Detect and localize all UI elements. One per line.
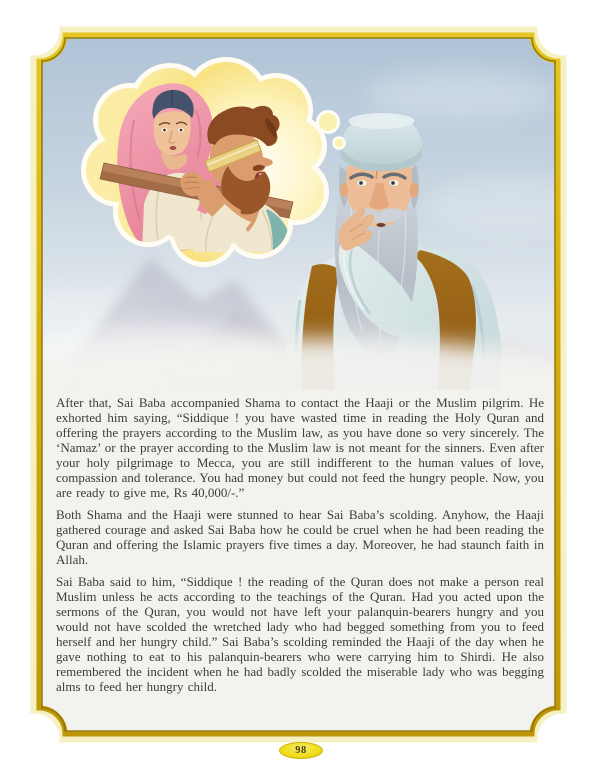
story-paragraph: Sai Baba said to him, “Siddique ! the reading of the Quran does not make a person real Muslim unless he acts according to the teachings of the Quran. Had you acted upon the sermons of the Quran, you would not have left your palanquin-bearers hungry and you would not have scolded the wretched lady who had begged something from you to feed herself and her hungry child.” Sai Baba’s scolding reminded the Haaji of the day when he gave nothing to eat to his palanquin-bearers who were carrying him to Shirdi. He also remembered the incident when he had badly scolded the miserable lady who was begging alms to feed her hungry child. xyxy=(56,574,544,694)
page-number: 98 xyxy=(295,745,307,756)
story-paragraph: After that, Sai Baba accompanied Shama to contact the Haaji or the Muslim pilgrim. He exhorted him saying, “Siddique ! you have wasted time in reading the Holy Quran and offering the prayers according to the Muslim law, as you have done so very sincerely. The ‘Namaz’ or the prayer according to the Muslim law is not meant for the sinners. Even after your holy pilgrimage to Mecca, you are still indifferent to the human values of love, compassion and tolerance. You had money but could not feed the hungry people. Now, you are ready to give me, Rs 40,000/-.” xyxy=(56,395,544,500)
page-number-badge xyxy=(279,742,323,759)
story-paragraph: Both Shama and the Haaji were stunned to hear Sai Baba’s scolding. Anyhow, the Haaji gathered courage and asked Sai Baba how he could be cruel when he had been reading the Quran and offering the Islamic prayers five times a day. Moreover, he had staunch faith in Allah. xyxy=(56,507,544,567)
story-text xyxy=(56,395,544,701)
sai-baba-cap xyxy=(341,113,423,171)
